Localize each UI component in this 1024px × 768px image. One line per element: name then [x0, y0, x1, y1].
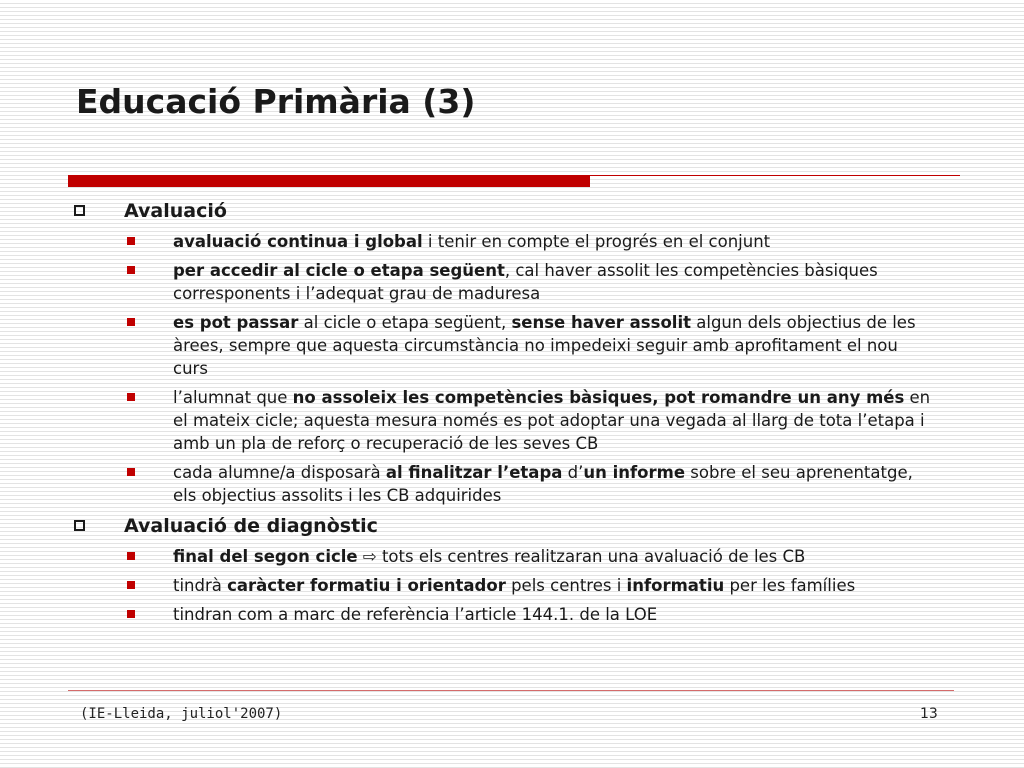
body-text: algun dels objectius de les àrees, sempre que aquesta circumstància no impedeixi seguir amb aprofitament el nou curs — [173, 313, 916, 378]
bold-text: un informe — [583, 463, 686, 482]
section-heading-text: Avaluació — [124, 200, 227, 222]
body-text: en el mateix cicle; aquesta mesura només es pot adoptar una vegada al llarg de tota l’etapa i amb un pla de reforç o recuperació de les seves CB — [173, 388, 931, 453]
slide-body — [72, 198, 952, 626]
body-text: cada alumne/a disposarà — [173, 463, 386, 482]
body-text: pels centres i — [505, 576, 627, 595]
body-text: per les famílies — [724, 576, 856, 595]
hollow-square-bullet-icon — [74, 205, 85, 216]
bullet-item — [72, 386, 952, 455]
bullet-item — [72, 461, 952, 507]
bullet-item — [72, 230, 952, 253]
body-text: d’ — [562, 463, 584, 482]
red-square-bullet-icon — [127, 610, 135, 618]
red-square-bullet-icon — [127, 393, 135, 401]
page-number: 13 — [920, 706, 938, 722]
red-square-bullet-icon — [127, 237, 135, 245]
hollow-square-bullet-icon — [74, 520, 85, 531]
underline-thin-line — [590, 175, 960, 176]
body-text: tots els centres realitzaran una avaluació de les CB — [376, 547, 806, 566]
red-square-bullet-icon — [127, 318, 135, 326]
body-text: i tenir en compte el progrés en el conjunt — [422, 232, 771, 251]
section-heading-text: Avaluació de diagnòstic — [124, 515, 378, 537]
bullet-item — [72, 311, 952, 380]
red-square-bullet-icon — [127, 266, 135, 274]
bold-text: es pot passar — [173, 313, 299, 332]
red-square-bullet-icon — [127, 552, 135, 560]
underline-thick-bar — [68, 175, 590, 187]
bold-text: informatiu — [626, 576, 725, 595]
arrow-right-icon: ⇨ — [362, 547, 377, 566]
bullet-item — [72, 545, 952, 568]
bold-text: al finalitzar l’etapa — [385, 463, 563, 482]
body-text: sobre el seu aprenentatge, els objectius assolits i les CB adquirides — [173, 463, 913, 505]
bold-text: avaluació continua i global — [173, 232, 423, 251]
bullet-item — [72, 259, 952, 305]
footer-divider — [68, 690, 954, 691]
bold-text: final del segon cicle — [173, 547, 358, 566]
body-text: tindran com a marc de referència l’article 144.1. de la LOE — [173, 605, 658, 624]
bold-text: caràcter formatiu i orientador — [227, 576, 506, 595]
section-heading — [72, 198, 952, 224]
bold-text: per accedir al cicle o etapa següent — [173, 261, 505, 280]
section-heading — [72, 513, 952, 539]
bullet-item — [72, 603, 952, 626]
slide-title: Educació Primària (3) — [76, 82, 476, 121]
bold-text: no assoleix les competències bàsiques, pot romandre un any més — [292, 388, 905, 407]
footer-source: (IE-Lleida, juliol'2007) — [80, 706, 283, 722]
body-text: , cal haver assolit les competències bàsiques corresponents i l’adequat grau de maduresa — [173, 261, 878, 303]
body-text: al cicle o etapa següent, — [298, 313, 512, 332]
red-square-bullet-icon — [127, 581, 135, 589]
body-text: tindrà — [173, 576, 228, 595]
body-text: l’alumnat que — [173, 388, 293, 407]
bold-text: sense haver assolit — [511, 313, 691, 332]
red-square-bullet-icon — [127, 468, 135, 476]
bullet-item — [72, 574, 952, 597]
title-underline — [68, 175, 960, 187]
